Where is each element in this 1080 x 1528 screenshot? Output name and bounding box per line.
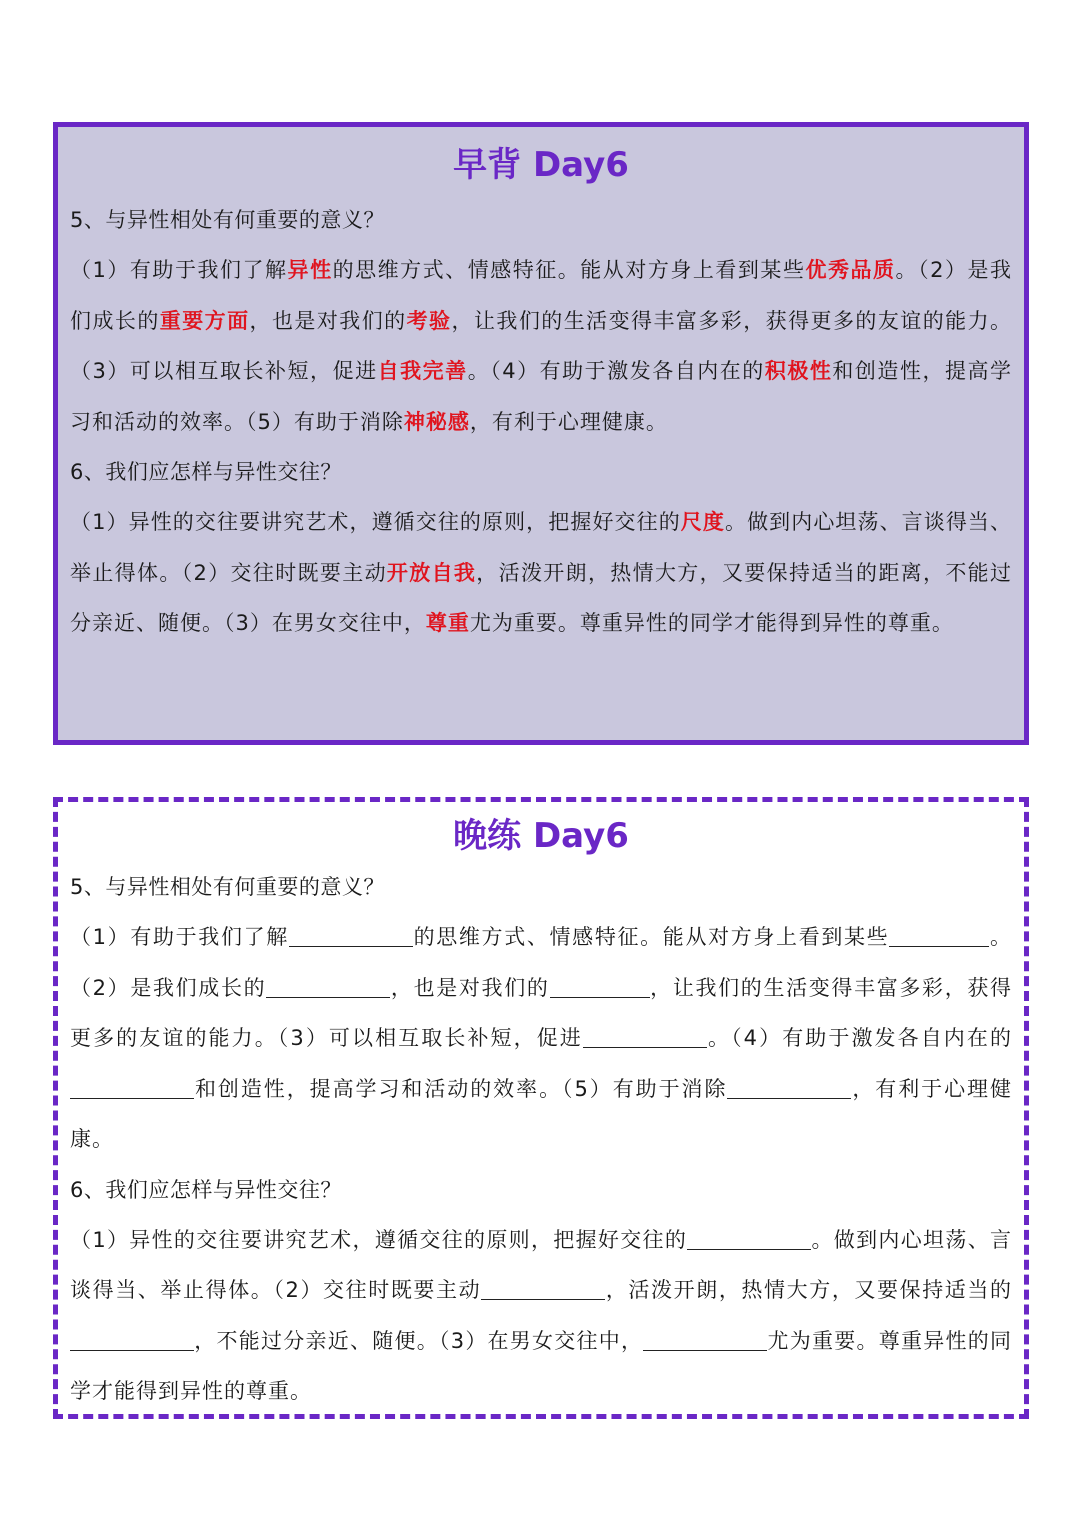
answer-text: ，活泼开朗，热情大方，又要保持适当的 — [605, 1278, 1013, 1302]
answer-text: （1）有助于我们了解 — [70, 925, 289, 949]
morning-answer-6 — [70, 497, 1012, 649]
key-term: 开放自我 — [386, 560, 477, 585]
answer-text: 。做到内心坦荡、言谈得当、举止得体。（2）交往时既要主动 — [70, 510, 1013, 585]
fill-blank[interactable] — [266, 976, 390, 998]
key-term: 考验 — [406, 308, 452, 333]
answer-text: 。（2）是我们成长的 — [70, 925, 1012, 1000]
answer-text: ，有利于心理健康。 — [70, 1076, 1012, 1151]
morning-question-5: 5、与异性相处有何重要的意义？ — [70, 208, 385, 232]
morning-title: 早背 Day6 — [453, 145, 629, 185]
evening-practice-card — [53, 797, 1029, 1419]
fill-blank[interactable] — [687, 1228, 811, 1250]
fill-blank[interactable] — [889, 925, 989, 947]
answer-text: （1）异性的交往要讲究艺术，遵循交往的原则，把握好交往的 — [70, 1227, 688, 1252]
key-term: 异性 — [287, 258, 333, 282]
answer-text: 。（2）是我们成长的 — [70, 258, 1012, 333]
morning-question-6: 6、我们应怎样与异性交往？ — [70, 460, 342, 484]
answer-text: 。（4）有助于激发各自内在的 — [467, 359, 765, 383]
answer-text: （1）有助于我们了解 — [70, 258, 288, 282]
answer-text: ，不能过分亲近、随便。（3）在男女交往中， — [194, 1328, 644, 1353]
answer-text: 。（4）有助于激发各自内在的 — [706, 1026, 1012, 1050]
answer-text: 尤为重要。尊重异性的同学才能得到异性的尊重。 — [469, 611, 954, 635]
answer-text: ，让我们的生活变得丰富多彩，获得更多的友谊的能力。（3）可以相互取长补短，促进 — [70, 308, 1013, 383]
answer-text: ，也是对我们的 — [390, 975, 550, 1000]
fill-blank[interactable] — [583, 1026, 707, 1048]
fill-blank[interactable] — [481, 1278, 605, 1300]
fill-blank[interactable] — [70, 1077, 194, 1099]
answer-text: 的思维方式、情感特征。能从对方身上看到某些 — [332, 258, 806, 282]
key-term: 重要方面 — [159, 308, 250, 333]
answer-text: （1）异性的交往要讲究艺术，遵循交往的原则，把握好交往的 — [70, 510, 681, 534]
evening-question-5: 5、与异性相处有何重要的意义？ — [70, 875, 385, 899]
answer-text: ，让我们的生活变得丰富多彩，获得更多的友谊的能力。（3）可以相互取长补短，促进 — [70, 975, 1012, 1050]
key-term: 神秘感 — [403, 409, 470, 434]
fill-blank[interactable] — [643, 1329, 767, 1351]
answer-text: 尤为重要。尊重异性的同学才能得到异性的尊重。 — [70, 1328, 1013, 1403]
fill-blank[interactable] — [70, 1329, 194, 1351]
evening-answer-6 — [70, 1215, 1012, 1417]
answer-text: ，活泼开朗，热情大方，又要保持适当的距离，不能过分亲近、随便。（3）在男女交往中， — [70, 560, 1012, 635]
evening-question-6: 6、我们应怎样与异性交往？ — [70, 1177, 342, 1202]
answer-text: 的思维方式、情感特征。能从对方身上看到某些 — [412, 925, 890, 949]
key-term: 自我完善 — [377, 359, 468, 383]
morning-answer-5 — [70, 245, 1012, 447]
evening-answer-5 — [70, 912, 1012, 1165]
key-term: 尺度 — [680, 510, 725, 534]
evening-title: 晚练 Day6 — [453, 816, 629, 856]
fill-blank[interactable] — [550, 976, 650, 998]
fill-blank[interactable] — [727, 1077, 851, 1099]
morning-recitation-card — [53, 122, 1029, 745]
key-term: 积极性 — [764, 359, 833, 383]
answer-text: 和创造性，提高学习和活动的效率。（5）有助于消除 — [70, 359, 1013, 434]
answer-text: 。做到内心坦荡、言谈得当、举止得体。（2）交往时既要主动 — [70, 1227, 1013, 1302]
answer-text: ，也是对我们的 — [249, 308, 407, 333]
fill-blank[interactable] — [289, 925, 413, 947]
answer-text: 和创造性，提高学习和活动的效率。（5）有助于消除 — [194, 1076, 728, 1101]
key-term: 尊重 — [425, 611, 470, 635]
answer-text: ，有利于心理健康。 — [469, 409, 668, 434]
key-term: 优秀品质 — [805, 258, 896, 282]
